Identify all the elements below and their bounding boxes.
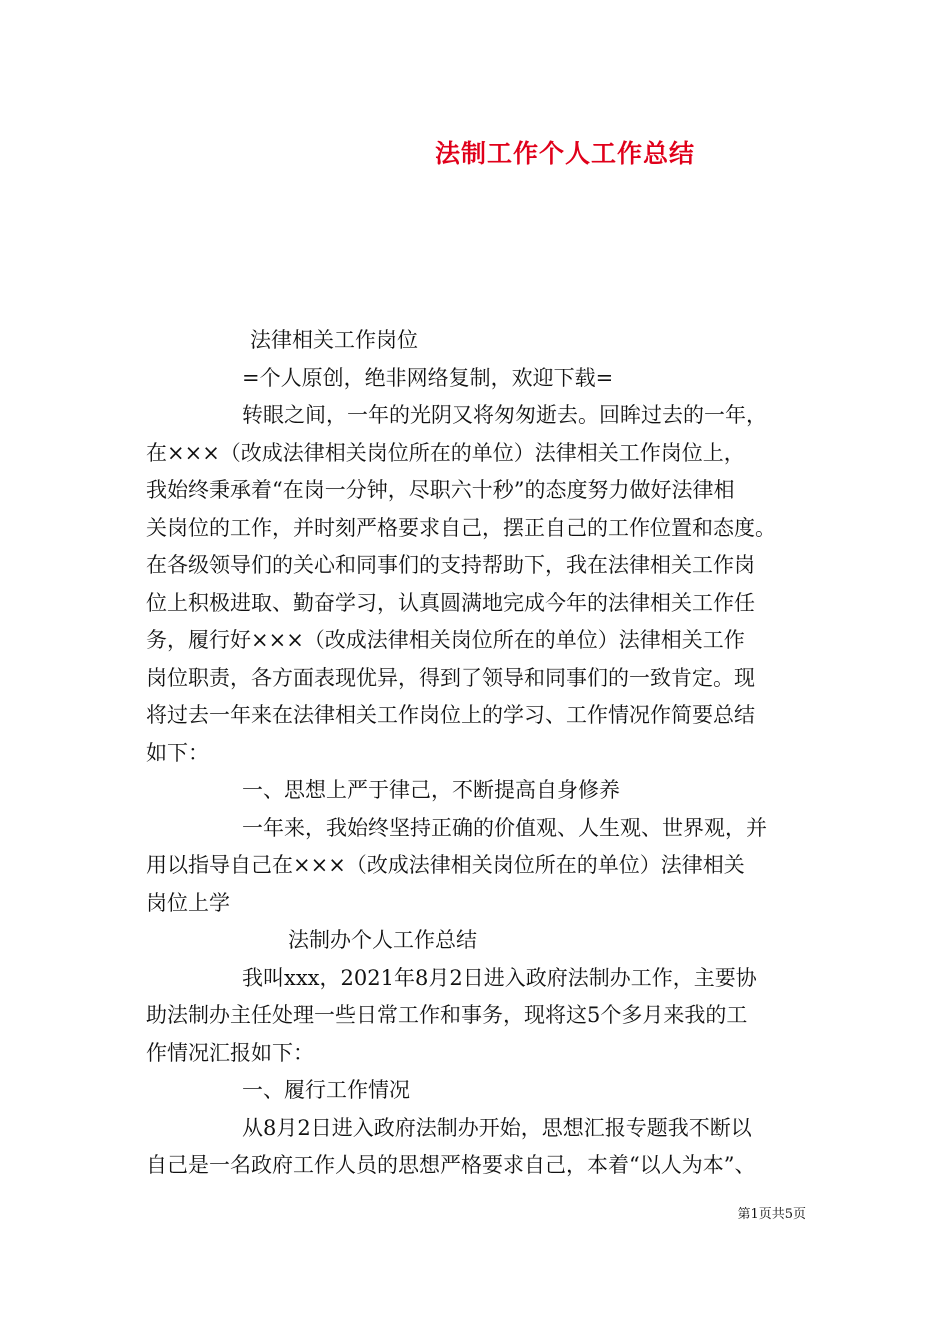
page-footer: 第1页共5页: [737, 1207, 806, 1222]
paragraph-line: 一、思想上严于律己，不断提高自身修养: [242, 778, 620, 802]
paragraph-line: 用以指导自己在×××（改成法律相关岗位所在的单位）法律相关: [146, 853, 745, 877]
document-title: 法制工作个人工作总结: [434, 139, 695, 168]
document-body: [146, 322, 836, 1185]
paragraph-line: 助法制办主任处理一些日常工作和事务，现将这5个多月来我的工: [146, 1003, 748, 1027]
paragraph-line: 从8月2日进入政府法制办开始，思想汇报专题我不断以: [242, 1115, 752, 1140]
paragraph-line: 岗位职责，各方面表现优异，得到了领导和同事们的一致肯定。现: [146, 665, 755, 690]
paragraph-line: 务，履行好×××（改成法律相关岗位所在的单位）法律相关工作: [146, 628, 745, 652]
paragraph-line: 如下：: [146, 740, 209, 765]
paragraph-line: 位上积极进取、勤奋学习，认真圆满地完成今年的法律相关工作任: [146, 590, 755, 615]
paragraph-line: 我始终秉承着“在岗一分钟，尽职六十秒”的态度努力做好法律相: [146, 478, 735, 502]
paragraph-line: 关岗位的工作，并时刻严格要求自己，摆正自己的工作位置和态度。: [146, 515, 776, 540]
paragraph-line: 将过去一年来在法律相关工作岗位上的学习、工作情况作简要总结: [146, 703, 755, 727]
paragraph-line: 法律相关工作岗位: [250, 328, 418, 352]
paragraph-line: 岗位上学: [146, 890, 230, 915]
paragraph-line: 一、履行工作情况: [242, 1078, 410, 1102]
paragraph-line: 转眼之间，一年的光阴又将匆匆逝去。回眸过去的一年，: [242, 403, 767, 427]
paragraph-line: 我叫xxx，2021年8月2日进入政府法制办工作，主要协: [242, 965, 757, 990]
paragraph-line: 在各级领导们的关心和同事们的支持帮助下，我在法律相关工作岗: [146, 553, 755, 577]
paragraph-line: 法制办个人工作总结: [288, 928, 477, 952]
paragraph-line: =个人原创，绝非网络复制，欢迎下载=: [242, 365, 614, 390]
paragraph-line: 作情况汇报如下：: [146, 1040, 314, 1065]
paragraph-line: 一年来，我始终坚持正确的价值观、人生观、世界观，并: [242, 815, 767, 840]
paragraph-line: 在×××（改成法律相关岗位所在的单位）法律相关工作岗位上，: [146, 440, 745, 465]
paragraph-line: 自己是一名政府工作人员的思想严格要求自己，本着“以人为本”、: [146, 1153, 756, 1177]
